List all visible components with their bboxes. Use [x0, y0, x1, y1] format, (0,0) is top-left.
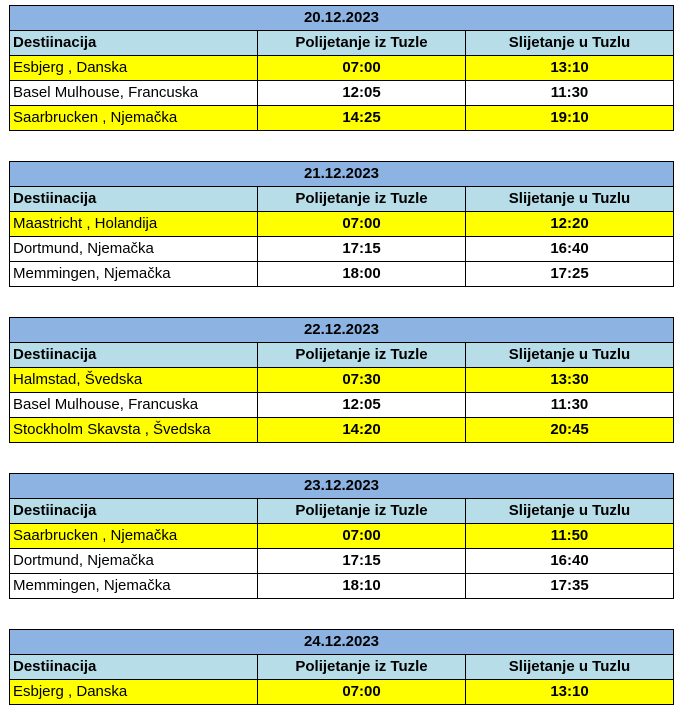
destination-column-header: Destiinacija: [10, 187, 258, 212]
departure-time-cell: 14:20: [258, 418, 466, 443]
flight-row: [10, 368, 674, 393]
departure-column-header: Polijetanje iz Tuzle: [258, 655, 466, 680]
destination-cell: Esbjerg , Danska: [10, 680, 258, 705]
destination-cell: Memmingen, Njemačka: [10, 262, 258, 287]
destination-cell: Saarbrucken , Njemačka: [10, 524, 258, 549]
arrival-time-cell: 11:30: [466, 393, 674, 418]
destination-column-header: Destiinacija: [10, 31, 258, 56]
flight-row: [10, 393, 674, 418]
destination-cell: Basel Mulhouse, Francuska: [10, 81, 258, 106]
departure-time-cell: 07:00: [258, 56, 466, 81]
arrival-time-cell: 11:30: [466, 81, 674, 106]
destination-column-header: Destiinacija: [10, 655, 258, 680]
arrival-column-header: Slijetanje u Tuzlu: [466, 187, 674, 212]
date-header: 23.12.2023: [10, 474, 674, 499]
arrival-time-cell: 16:40: [466, 237, 674, 262]
departure-time-cell: 12:05: [258, 81, 466, 106]
departure-column-header: Polijetanje iz Tuzle: [258, 499, 466, 524]
flight-row: [10, 262, 674, 287]
departure-column-header: Polijetanje iz Tuzle: [258, 31, 466, 56]
arrival-time-cell: 12:20: [466, 212, 674, 237]
departure-time-cell: 17:15: [258, 237, 466, 262]
arrival-time-cell: 17:35: [466, 574, 674, 599]
destination-column-header: Destiinacija: [10, 343, 258, 368]
departure-time-cell: 14:25: [258, 106, 466, 131]
arrival-time-cell: 20:45: [466, 418, 674, 443]
departure-time-cell: 07:30: [258, 368, 466, 393]
flight-row: [10, 237, 674, 262]
departure-time-cell: 18:10: [258, 574, 466, 599]
destination-cell: Stockholm Skavsta , Švedska: [10, 418, 258, 443]
arrival-time-cell: 13:30: [466, 368, 674, 393]
flight-row: [10, 549, 674, 574]
arrival-column-header: Slijetanje u Tuzlu: [466, 499, 674, 524]
date-header: 22.12.2023: [10, 318, 674, 343]
flight-row: [10, 106, 674, 131]
date-header: 24.12.2023: [10, 630, 674, 655]
flight-row: [10, 212, 674, 237]
arrival-time-cell: 16:40: [466, 549, 674, 574]
date-header: 21.12.2023: [10, 162, 674, 187]
date-header: 20.12.2023: [10, 6, 674, 31]
arrival-column-header: Slijetanje u Tuzlu: [466, 343, 674, 368]
flight-row: [10, 574, 674, 599]
schedule-table-day-4: [9, 473, 674, 599]
arrival-time-cell: 19:10: [466, 106, 674, 131]
departure-time-cell: 17:15: [258, 549, 466, 574]
departure-time-cell: 07:00: [258, 212, 466, 237]
flight-row: [10, 680, 674, 705]
arrival-time-cell: 11:50: [466, 524, 674, 549]
destination-cell: Basel Mulhouse, Francuska: [10, 393, 258, 418]
departure-time-cell: 12:05: [258, 393, 466, 418]
departure-time-cell: 07:00: [258, 524, 466, 549]
departure-column-header: Polijetanje iz Tuzle: [258, 187, 466, 212]
arrival-column-header: Slijetanje u Tuzlu: [466, 655, 674, 680]
flight-row: [10, 81, 674, 106]
destination-column-header: Destiinacija: [10, 499, 258, 524]
schedule-table-day-1: [9, 5, 674, 131]
departure-time-cell: 18:00: [258, 262, 466, 287]
arrival-time-cell: 13:10: [466, 680, 674, 705]
schedule-table-day-2: [9, 161, 674, 287]
destination-cell: Maastricht , Holandija: [10, 212, 258, 237]
destination-cell: Dortmund, Njemačka: [10, 549, 258, 574]
destination-cell: Halmstad, Švedska: [10, 368, 258, 393]
destination-cell: Dortmund, Njemačka: [10, 237, 258, 262]
arrival-column-header: Slijetanje u Tuzlu: [466, 31, 674, 56]
flight-row: [10, 418, 674, 443]
departure-time-cell: 07:00: [258, 680, 466, 705]
departure-column-header: Polijetanje iz Tuzle: [258, 343, 466, 368]
arrival-time-cell: 17:25: [466, 262, 674, 287]
flight-row: [10, 524, 674, 549]
destination-cell: Memmingen, Njemačka: [10, 574, 258, 599]
arrival-time-cell: 13:10: [466, 56, 674, 81]
schedule-table-day-3: [9, 317, 674, 443]
schedule-table-day-5: [9, 629, 674, 705]
destination-cell: Esbjerg , Danska: [10, 56, 258, 81]
destination-cell: Saarbrucken , Njemačka: [10, 106, 258, 131]
flight-row: [10, 56, 674, 81]
